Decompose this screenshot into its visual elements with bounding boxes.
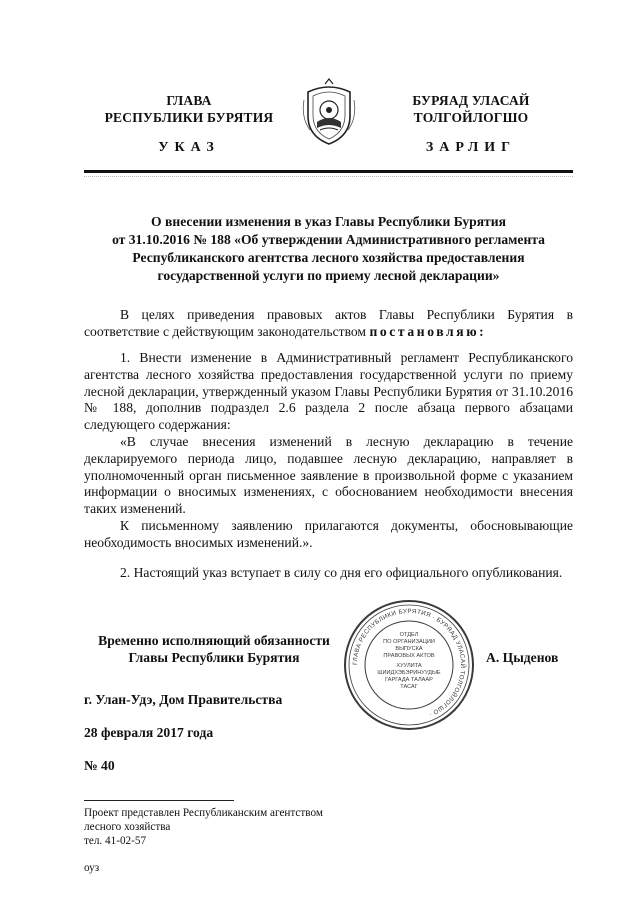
signatory-name: А. Цыденов bbox=[486, 650, 559, 665]
position-line-2: Главы Республики Бурятия bbox=[128, 650, 300, 665]
item-1-paragraph: 1. Внести изменение в Административный регламент Республиканского агентства лесного хозяйства предоставления государственной услуги по приему лесной декларации, утвержденный указом Главы Республики Бурятия от 31.10.2016 № 188, дополнив подраздел 2.6 раздела 2 после абзаца первого абзацами следующего содержания: bbox=[84, 350, 573, 433]
footer-line-2: лесного хозяйства bbox=[84, 821, 171, 833]
header-right-line1: БУРЯАД УЛАСАЙ bbox=[412, 93, 530, 108]
position-line-1: Временно исполняющий обязанности bbox=[98, 633, 330, 648]
footer-code: оуз bbox=[84, 862, 100, 874]
footer-line-3: тел. 41-02-57 bbox=[84, 835, 147, 847]
document-title bbox=[84, 213, 573, 285]
quote-paragraph-2: К письменному заявлению прилагаются документы, обосновывающие необходимость вносимых изменений.». bbox=[84, 518, 573, 550]
official-stamp bbox=[342, 598, 476, 732]
item-2-paragraph: 2. Настоящий указ вступает в силу со дня его официального опубликования. bbox=[120, 565, 563, 580]
header-left-line1: ГЛАВА bbox=[166, 93, 212, 108]
preamble-text: В целях приведения правовых актов Главы Республики Бурятия в соответствие с действующим законодательством bbox=[84, 307, 573, 339]
header-left bbox=[84, 92, 294, 126]
stamp-line-5: ХУУЛИТА bbox=[396, 663, 422, 669]
stamp-line-4: ПРАВОВЫХ АКТОВ bbox=[383, 653, 435, 659]
doc-type-ru: УКАЗ bbox=[158, 140, 220, 155]
title-line-3: Республиканского агентства лесного хозяйства предоставления bbox=[132, 250, 525, 265]
stamp-line-6: ШИИДХЭБЭРИНУУДЫЕ bbox=[377, 670, 441, 676]
stamp-line-7: ГАРГАДА ТАЛААР bbox=[385, 677, 433, 683]
coat-of-arms-icon bbox=[298, 78, 360, 148]
stamp-line-1: ОТДЕЛ bbox=[399, 632, 419, 638]
signing-place: г. Улан-Удэ, Дом Правительства bbox=[84, 692, 283, 707]
title-line-2: от 31.10.2016 № 188 «Об утверждении Административного регламента bbox=[112, 232, 545, 247]
title-line-4: государственной услуги по приему лесной декларации» bbox=[157, 268, 500, 283]
header-divider bbox=[84, 170, 573, 173]
quote-paragraph-1: «В случае внесения изменений в лесную декларацию в течение декларируемого периода лицо, подавшее лесную декларацию, направляет в уполномоченный орган письменное заявление в произвольной форме с указанием информации о вносимых изменениях, с обоснованием необходимости внесения таких изменений. bbox=[84, 434, 573, 517]
preamble-emphasis: постановляю: bbox=[369, 323, 487, 339]
footer-divider bbox=[84, 800, 234, 801]
footer-line-1: Проект представлен Республиканским агентством bbox=[84, 807, 323, 819]
preamble-paragraph bbox=[84, 307, 573, 341]
stamp-ring-text: ГЛАВА РЕСПУБЛИКИ БУРЯТИЯ · БУРЯАД УЛАСАЙ ТОЛГОЙЛОГШО · bbox=[351, 607, 467, 718]
signatory-position bbox=[84, 632, 344, 666]
decree-number: № 40 bbox=[84, 758, 115, 773]
signing-date: 28 февраля 2017 года bbox=[84, 725, 214, 740]
footer-note bbox=[84, 806, 444, 848]
stamp-line-3: ВЫПУСКА bbox=[395, 646, 423, 652]
stamp-line-8: ТАСАГ bbox=[400, 684, 418, 690]
doc-type-bua: ЗАРЛИГ bbox=[425, 140, 517, 155]
header-right-line2: ТОЛГОЙЛОГШО bbox=[413, 110, 529, 125]
title-line-1: О внесении изменения в указ Главы Республики Бурятия bbox=[151, 214, 506, 229]
header-right bbox=[368, 92, 574, 126]
stamp-line-2: ПО ОРГАНИЗАЦИИ bbox=[383, 639, 435, 645]
header-left-line2: РЕСПУБЛИКИ БУРЯТИЯ bbox=[104, 110, 274, 125]
header-dotted-line bbox=[84, 176, 573, 177]
